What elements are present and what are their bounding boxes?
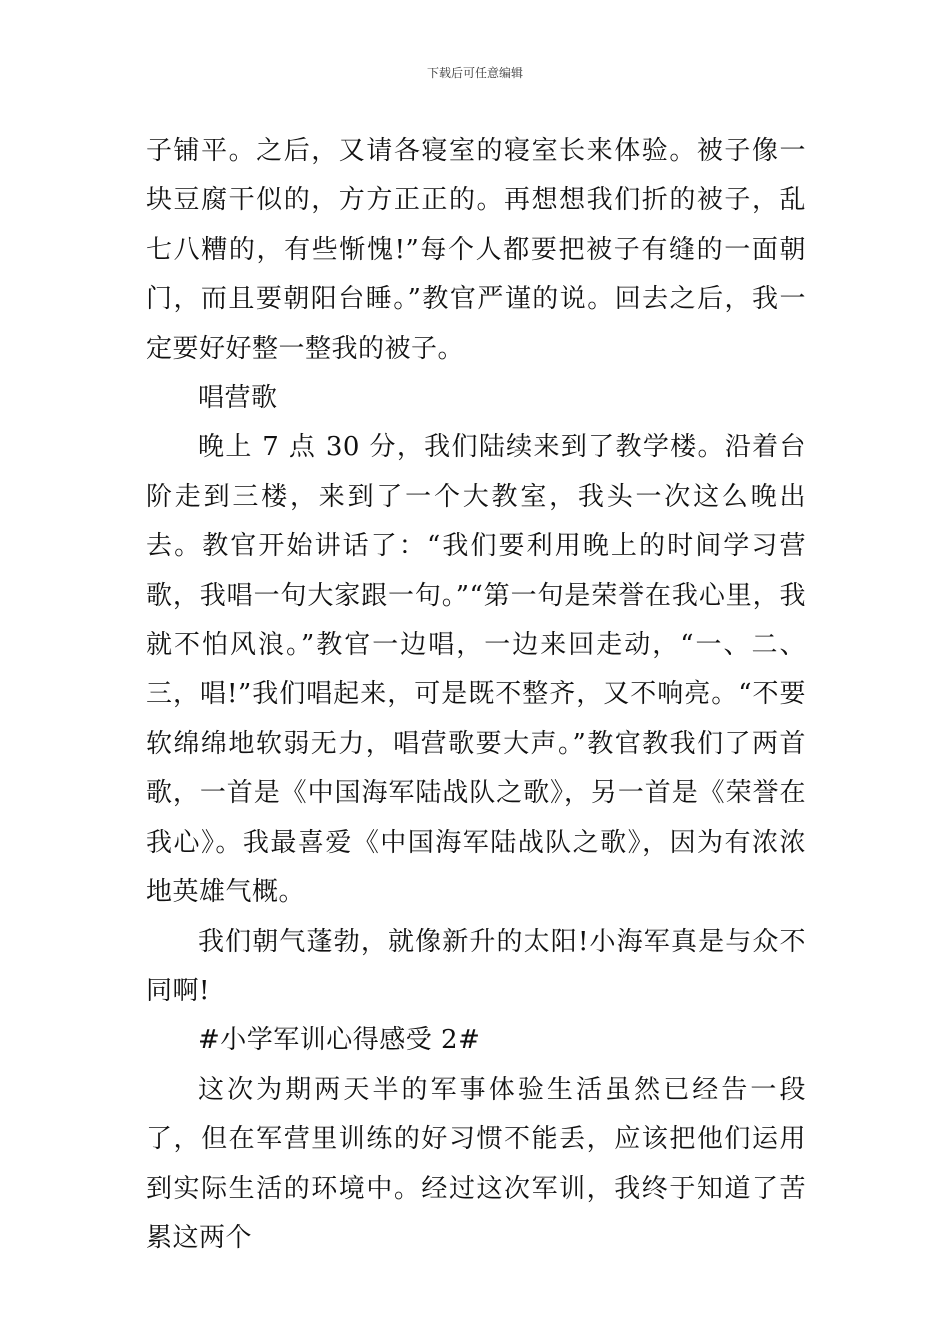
paragraph-conclusion: 我们朝气蓬勃，就像新升的太阳!小海军真是与众不同啊! (146, 926, 806, 1006)
paragraph-essay-2: 这次为期两天半的军事体验生活虽然已经告一段了，但在军营里训练的好习惯不能丢，应该把他们运用到实际生活的环境中。经过这次军训，我终于知道了苦累这两个 (146, 1074, 806, 1253)
section-heading-essay-2: #小学军训心得感受 2# (198, 1025, 481, 1056)
section-heading-camp-song: 唱营歌 (198, 383, 278, 414)
paragraph-camp-song: 晚上 7 点 30 分，我们陆续来到了教学楼。沿着台阶走到三楼，来到了一个大教室，我头一次这么晚出去。教官开始讲话了：“我们要利用晚上的时间学习营歌，我唱一句大家跟一句。”“第一句是荣誉在我心里，我就不怕风浪。”教官一边唱，一边来回走动，“一、二、三，唱!”我们唱起来，可是既不整齐，又不响亮。“不要软绵绵地软弱无力，唱营歌要大声。”教官教我们了两首歌，一首是《中国海军陆战队之歌》，另一首是《荣誉在我心》。我最喜爱《中国海军陆战队之歌》，因为有浓浓地英雄气概。 (146, 432, 806, 908)
page-header: 下载后可任意编辑 (426, 66, 523, 80)
document-body (146, 127, 806, 1263)
paragraph-continuation: 子铺平。之后，又请各寝室的寝室长来体验。被子像一块豆腐干似的，方方正正的。再想想我们折的被子，乱七八糟的，有些惭愧!”每个人都要把被子有缝的一面朝门，而且要朝阳台睡。”教官严谨的说。回去之后，我一定要好好整一整我的被子。 (146, 136, 806, 364)
